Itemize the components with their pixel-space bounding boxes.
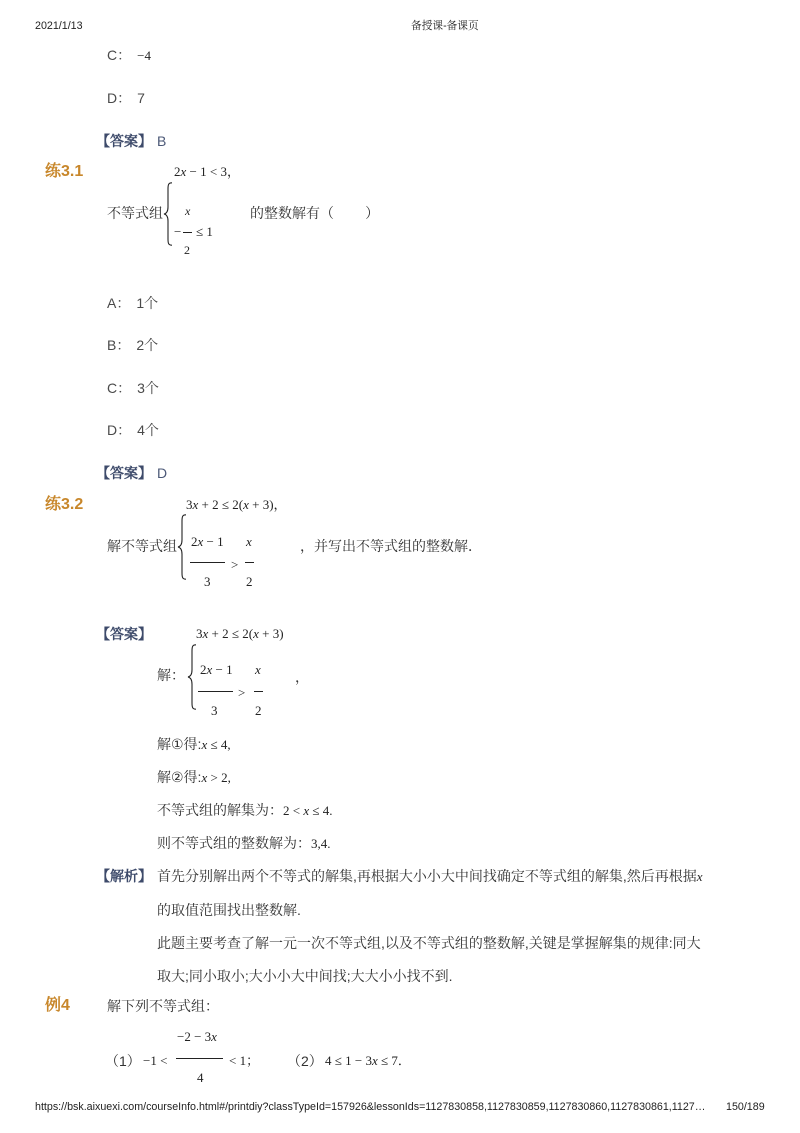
- curly-brace: [177, 514, 187, 580]
- solution-step-1: [157, 736, 231, 753]
- variable-x: x: [192, 497, 199, 512]
- inequality-relation: ≤ 1: [196, 224, 213, 239]
- analysis-line-2: 的取值范围找出整数解.: [157, 902, 301, 918]
- step-math: 3,4.: [311, 836, 331, 851]
- solution-step-3: [157, 802, 333, 819]
- left-fraction-numerator: 2x − 1: [191, 534, 224, 549]
- fraction-denominator: 2: [184, 243, 190, 257]
- variable-x: x: [201, 737, 208, 752]
- step-text: 解①得:: [157, 736, 202, 752]
- variable-x: x: [202, 626, 209, 641]
- variable-x: x: [303, 803, 310, 818]
- item-number: （1）: [105, 1053, 141, 1069]
- stem-prefix: 解不等式组: [107, 538, 177, 554]
- solution-step-2: [157, 769, 231, 786]
- right-fraction-denominator: 2: [246, 574, 253, 589]
- analysis-label: 【解析】: [96, 868, 152, 884]
- option-value: 1个: [136, 295, 159, 311]
- left-fraction-numerator: 2x − 1: [200, 662, 233, 677]
- system-first-inequality: 3x + 2 ≤ 2(x + 3)，: [186, 497, 287, 512]
- fraction-bar: [190, 562, 225, 563]
- analysis-text: 首先分别解出两个不等式的解集,再根据大小小大中间找确定不等式组的解集,然后再根据: [157, 868, 697, 884]
- stem-prefix: 不等式组: [107, 205, 163, 221]
- answer-intro: 解：: [157, 667, 185, 683]
- answer-first-inequality: 3x + 2 ≤ 2(x + 3): [196, 626, 284, 641]
- variable-x: x: [211, 1029, 217, 1044]
- variable-x: x: [246, 534, 252, 549]
- variable-x: x: [206, 662, 213, 677]
- fraction-bar: [254, 691, 263, 692]
- fraction-bar: [245, 562, 254, 563]
- answer-value: D: [157, 465, 168, 481]
- option-c-row: [107, 47, 151, 64]
- step-math: x > 2,: [201, 770, 231, 785]
- right-fraction-numerator: [246, 534, 252, 550]
- step-math: x ≤ 4,: [201, 737, 231, 752]
- answer-trailing-comma: ，: [295, 669, 309, 685]
- option-letter: B：: [107, 337, 131, 353]
- print-title: 备授课-备课页: [411, 20, 479, 32]
- fraction-numerator: −2 − 3x: [177, 1029, 217, 1044]
- option-letter: A：: [107, 295, 131, 311]
- option-letter: D：: [107, 422, 132, 438]
- option-value: 3个: [137, 380, 159, 396]
- item-left-bound: −1 <: [143, 1053, 168, 1068]
- answer-label: 【答案】: [96, 626, 152, 642]
- option-letter: D：: [107, 90, 132, 106]
- print-date: 2021/1/13: [35, 20, 83, 32]
- step-text: 不等式组的解集为：: [157, 802, 283, 818]
- minus-sign: −: [174, 224, 182, 239]
- exercise-label: 练3.2: [45, 496, 84, 513]
- example-stem: 解下列不等式组：: [107, 998, 219, 1014]
- system-first-inequality: 2x − 1 < 3，: [174, 164, 240, 179]
- item-number: （2）: [287, 1053, 323, 1069]
- left-fraction-denominator: 3: [211, 703, 218, 718]
- left-fraction-denominator: 3: [204, 574, 211, 589]
- variable-x: x: [371, 1053, 378, 1068]
- fraction-numerator: [185, 203, 190, 219]
- variable-x: x: [201, 770, 208, 785]
- right-fraction-denominator: 2: [255, 703, 262, 718]
- variable-x: x: [255, 662, 261, 677]
- stem-suffix: ，并写出不等式组的整数解．: [300, 538, 482, 554]
- exercise-label: 练3.1: [45, 163, 84, 180]
- curly-brace: [163, 182, 173, 246]
- option-letter: C：: [107, 380, 132, 396]
- option-a-row: [107, 295, 158, 311]
- page-number: 150/189: [726, 1101, 765, 1113]
- variable-x: x: [253, 626, 259, 641]
- answer-label: 【答案】: [96, 133, 152, 149]
- curly-brace: [187, 644, 197, 710]
- option-value: 7: [137, 90, 145, 106]
- fraction-bar: [198, 691, 233, 692]
- variable-x: x: [185, 204, 191, 218]
- analysis-line-3: 此题主要考查了解一元一次不等式组,以及不等式组的整数解,关键是掌握解集的规律:同大: [157, 935, 701, 951]
- answer-label: 【答案】: [96, 465, 152, 481]
- page-url: https://bsk.aixuexi.com/courseInfo.html#/printdiy?classTypeId=157926&lessonIds=1127830858,1127830859,1127830860,1127830861,1127…: [35, 1101, 706, 1113]
- fraction-denominator: 4: [197, 1070, 204, 1085]
- option-value: 4个: [137, 422, 159, 438]
- step-math: 2 < x ≤ 4.: [283, 803, 333, 818]
- analysis-math: [697, 869, 703, 884]
- solution-step-4: [157, 835, 331, 852]
- fraction-bar: [183, 232, 192, 233]
- item-expression: 4 ≤ 1 − 3x ≤ 7．: [325, 1053, 411, 1068]
- option-c-row: [107, 380, 159, 396]
- example-label: 例4: [45, 997, 70, 1014]
- right-fraction-numerator: [255, 662, 261, 678]
- item-right-bound: < 1；: [229, 1053, 260, 1068]
- option-d-row: [107, 422, 159, 438]
- variable-x: x: [243, 497, 249, 512]
- inequality-relation: >: [231, 557, 239, 572]
- step-text: 则不等式组的整数解为：: [157, 835, 311, 851]
- fraction-bar: [176, 1058, 223, 1059]
- option-letter: C：: [107, 47, 132, 63]
- stem-suffix: 的整数解有（ ）: [250, 205, 380, 221]
- option-value: −4: [137, 48, 151, 63]
- analysis-line-4: 取大;同小取小;大小小大中间找;大大小小找不到.: [157, 968, 453, 984]
- answer-value: B: [157, 133, 167, 149]
- analysis-line-1: [157, 868, 703, 885]
- option-d-row: [107, 90, 145, 106]
- option-b-row: [107, 337, 158, 353]
- variable-x: x: [197, 534, 204, 549]
- inequality-relation: >: [238, 685, 246, 700]
- variable-x: x: [180, 164, 187, 179]
- variable-x: x: [696, 869, 703, 884]
- step-text: 解②得:: [157, 769, 202, 785]
- option-value: 2个: [136, 337, 159, 353]
